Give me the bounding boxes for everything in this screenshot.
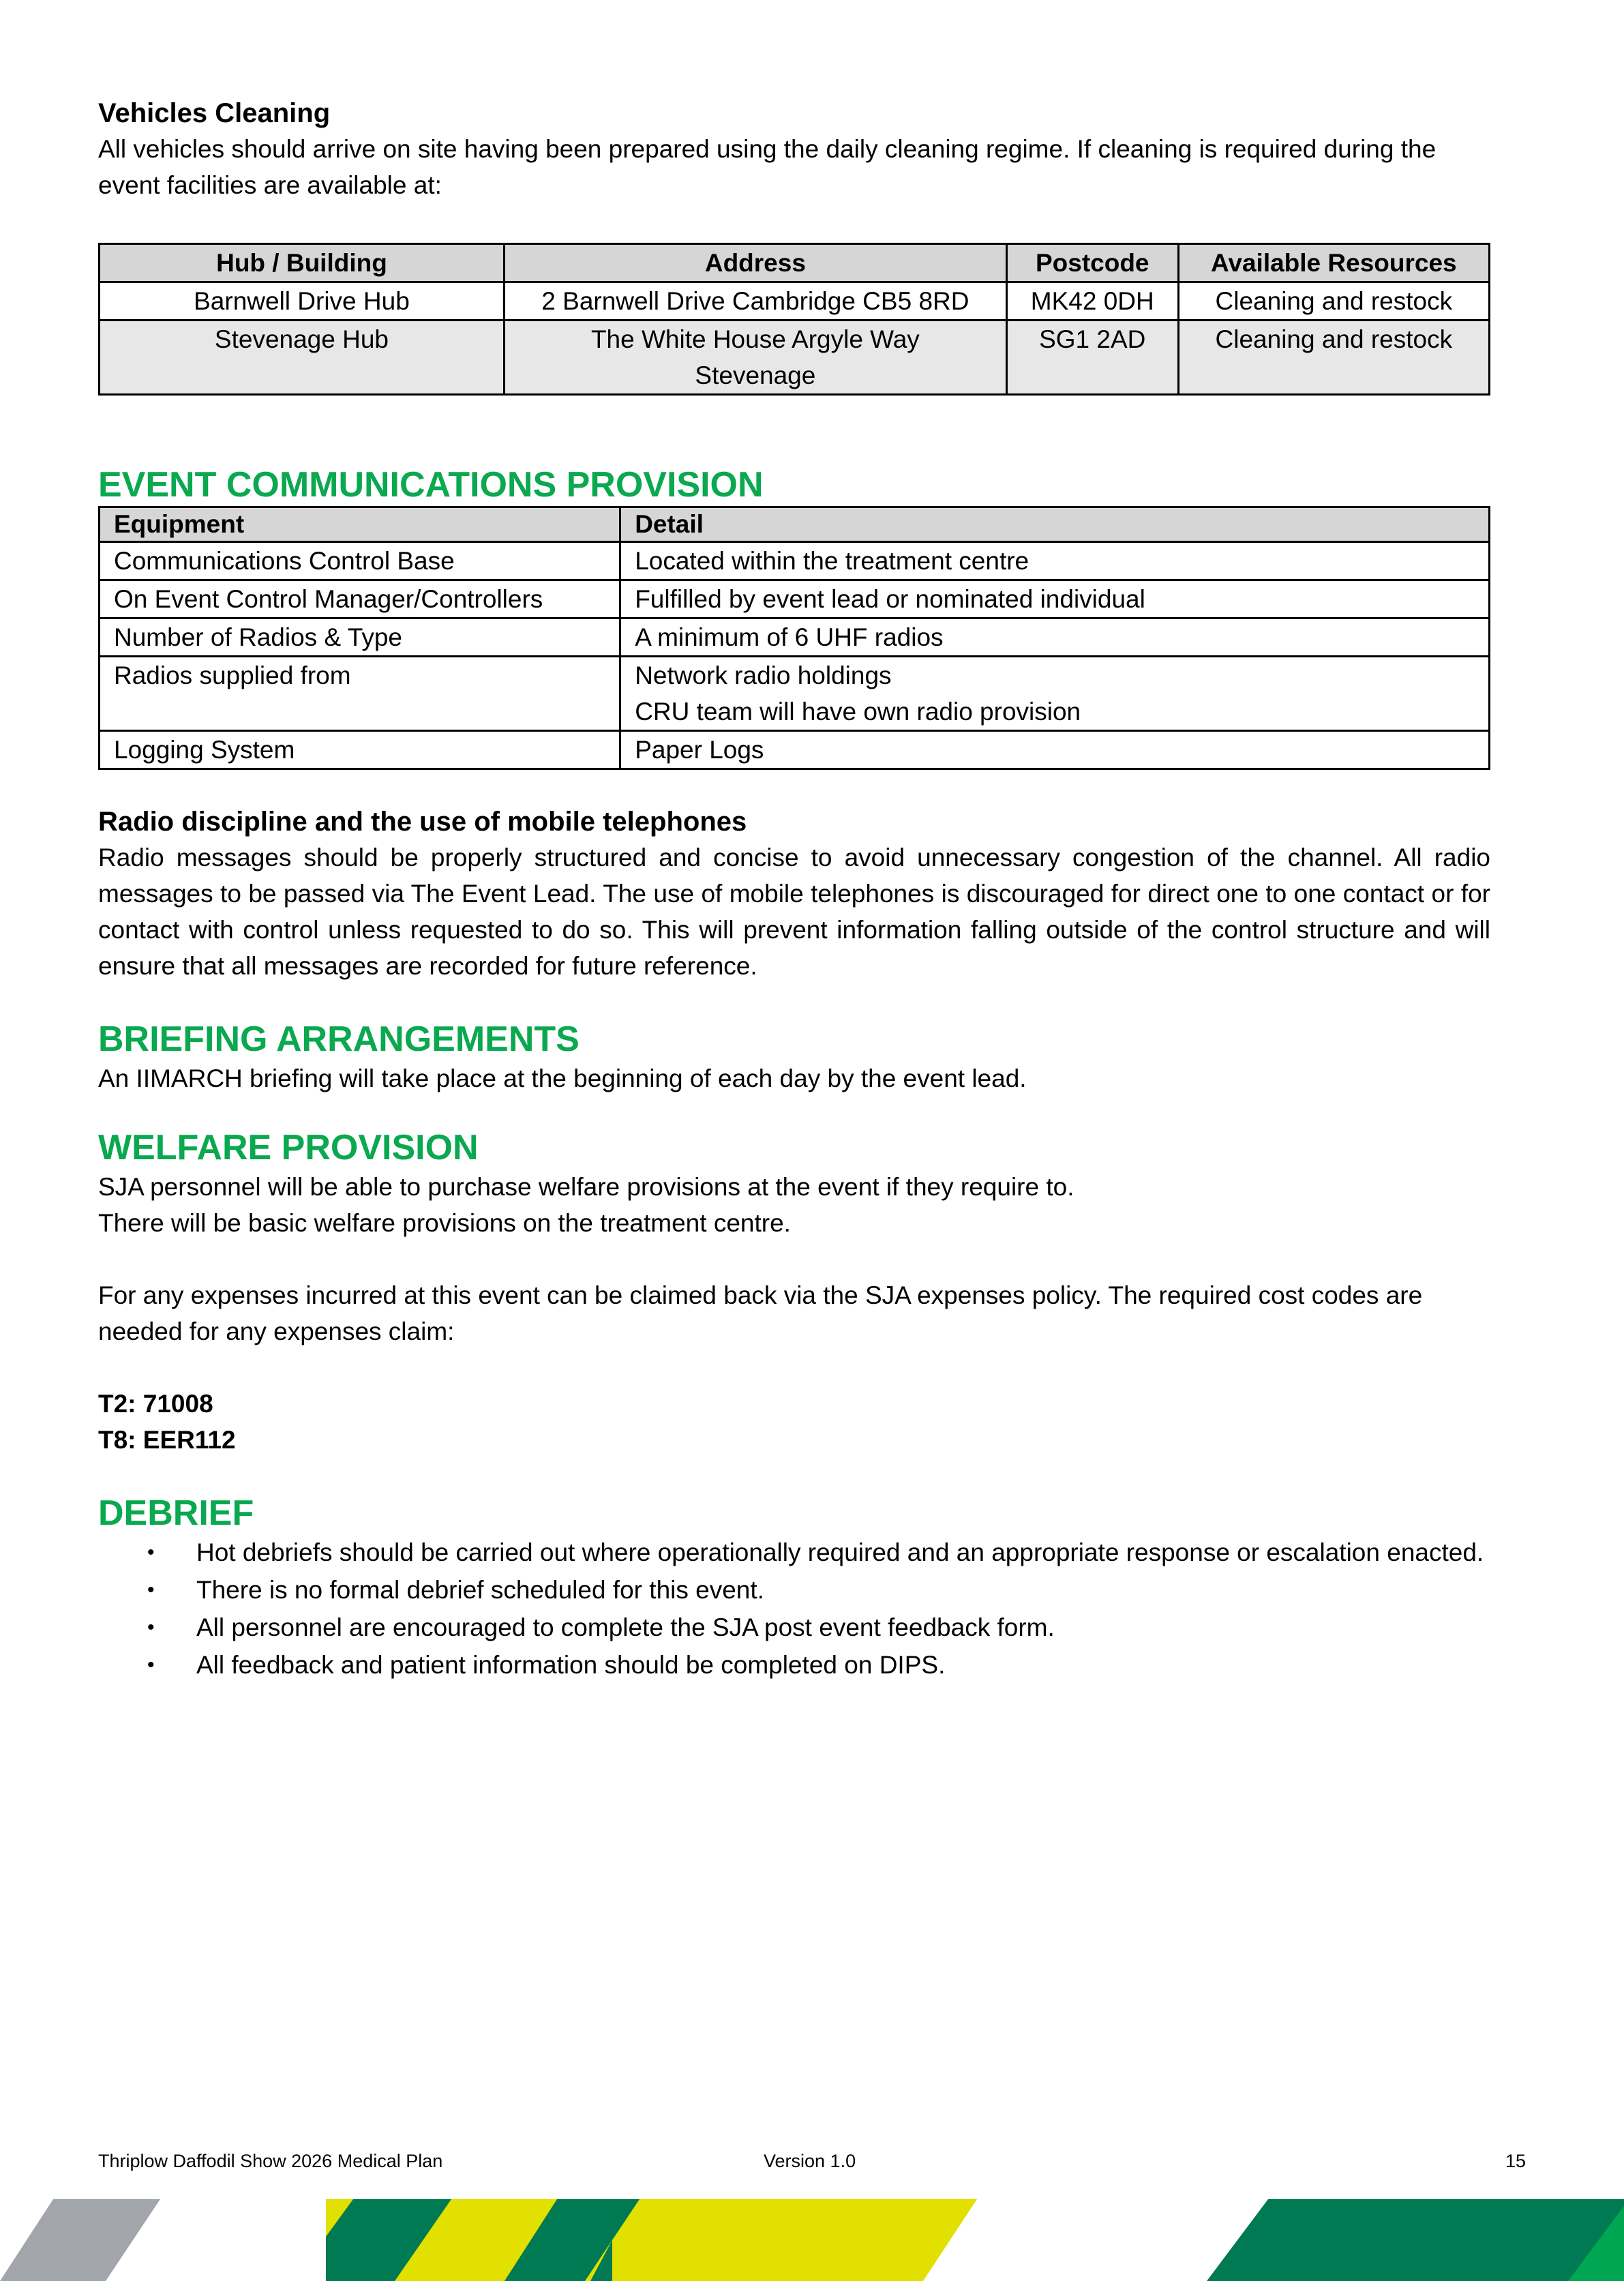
column-header: Postcode	[1006, 244, 1178, 282]
welfare-line: There will be basic welfare provisions on the treatment centre.	[98, 1209, 791, 1237]
table-header-row	[100, 507, 1490, 542]
section-heading: BRIEFING ARRANGEMENTS	[98, 1019, 580, 1059]
address-cell: The White House Argyle Way Stevenage	[504, 320, 1006, 395]
equipment-cell: Communications Control Base	[100, 542, 620, 580]
detail-cell	[620, 657, 1490, 731]
bullet-icon: •	[147, 1579, 155, 1601]
table-header-row	[100, 244, 1490, 282]
detail-line: CRU team will have own radio provision	[635, 698, 1081, 726]
vehicles-cleaning-section	[98, 95, 1490, 396]
address-cell: 2 Barnwell Drive Cambridge CB5 8RD	[504, 282, 1006, 320]
section-heading: DEBRIEF	[98, 1493, 254, 1533]
list-item-text: Hot debriefs should be carried out where operationally required and an appropriate response or escalation enacted.	[196, 1538, 1484, 1566]
table-row	[100, 580, 1490, 618]
cost-code: T8: EER112	[98, 1426, 236, 1454]
communications-table	[98, 506, 1490, 770]
list-item-text: All personnel are encouraged to complete the SJA post event feedback form.	[196, 1613, 1055, 1641]
equipment-cell: Logging System	[100, 731, 620, 769]
list-item	[98, 1609, 1490, 1645]
radio-discipline-body: Radio messages should be properly structured and concise to avoid unnecessary congestion of the channel. All radio messages to be passed via The Event Lead. The use of mobile telephones is discouraged for direct one to one contact or for contact with control unless requested to do so. This will prevent information falling outside of the control structure and will ensure that all messages are recorded for future reference.	[98, 844, 1490, 980]
detail-line: Network radio holdings	[635, 661, 892, 689]
resources-cell: Cleaning and restock	[1178, 320, 1489, 395]
footer-document-title: Thriplow Daffodil Show 2026 Medical Plan	[98, 2151, 443, 2171]
equipment-cell: Radios supplied from	[100, 657, 620, 731]
detail-cell: Fulfilled by event lead or nominated individual	[620, 580, 1490, 618]
footer-page-number: 15	[1505, 2151, 1527, 2171]
column-header: Equipment	[100, 507, 620, 542]
bullet-icon: •	[147, 1654, 155, 1676]
list-item	[98, 1572, 1490, 1608]
list-item-text: There is no formal debrief scheduled for this event.	[196, 1576, 764, 1604]
column-header: Address	[504, 244, 1006, 282]
hub-name-cell: Stevenage Hub	[100, 320, 505, 395]
table-row	[100, 657, 1490, 731]
table-row	[100, 320, 1490, 395]
debrief-list	[98, 1534, 1490, 1683]
table-row	[100, 618, 1490, 657]
column-header: Detail	[620, 507, 1490, 542]
briefing-body: An IIMARCH briefing will take place at the beginning of each day by the event lead.	[98, 1064, 1027, 1092]
briefing-section	[98, 1018, 1490, 1097]
column-header: Available Resources	[1178, 244, 1489, 282]
bullet-icon: •	[147, 1541, 155, 1564]
radio-discipline-title: Radio discipline and the use of mobile telephones	[98, 807, 747, 837]
welfare-line: SJA personnel will be able to purchase welfare provisions at the event if they require to.	[98, 1173, 1074, 1201]
vehicles-cleaning-intro: All vehicles should arrive on site having been prepared using the daily cleaning regime. If cleaning is required during the event facilities are available at:	[98, 135, 1437, 199]
footer-version: Version 1.0	[764, 2151, 856, 2171]
communications-section	[98, 464, 1490, 770]
equipment-cell: Number of Radios & Type	[100, 618, 620, 657]
resources-cell: Cleaning and restock	[1178, 282, 1489, 320]
table-row	[100, 731, 1490, 769]
equipment-cell: On Event Control Manager/Controllers	[100, 580, 620, 618]
expenses-text: For any expenses incurred at this event can be claimed back via the SJA expenses policy. The required cost codes are needed for any expenses claim:	[98, 1281, 1423, 1345]
list-item	[98, 1647, 1490, 1683]
radio-discipline-section	[98, 804, 1490, 984]
section-heading: WELFARE PROVISION	[98, 1128, 479, 1167]
list-item-text: All feedback and patient information should be completed on DIPS.	[196, 1651, 946, 1679]
column-header: Hub / Building	[100, 244, 505, 282]
page-content	[98, 95, 1490, 1684]
hub-name-cell: Barnwell Drive Hub	[100, 282, 505, 320]
cleaning-facilities-table	[98, 243, 1490, 396]
postcode-cell: MK42 0DH	[1006, 282, 1178, 320]
postcode-cell: SG1 2AD	[1006, 320, 1178, 395]
table-row	[100, 542, 1490, 580]
vehicles-cleaning-title: Vehicles Cleaning	[98, 98, 331, 128]
detail-cell: Located within the treatment centre	[620, 542, 1490, 580]
welfare-section	[98, 1127, 1490, 1458]
detail-cell: Paper Logs	[620, 731, 1490, 769]
list-item	[98, 1534, 1490, 1570]
section-heading: EVENT COMMUNICATIONS PROVISION	[98, 465, 764, 505]
debrief-section	[98, 1492, 1490, 1683]
detail-cell: A minimum of 6 UHF radios	[620, 618, 1490, 657]
table-row	[100, 282, 1490, 320]
decorative-footer-band-icon	[0, 2199, 1624, 2281]
cost-code: T2: 71008	[98, 1390, 213, 1418]
bullet-icon: •	[147, 1616, 155, 1639]
